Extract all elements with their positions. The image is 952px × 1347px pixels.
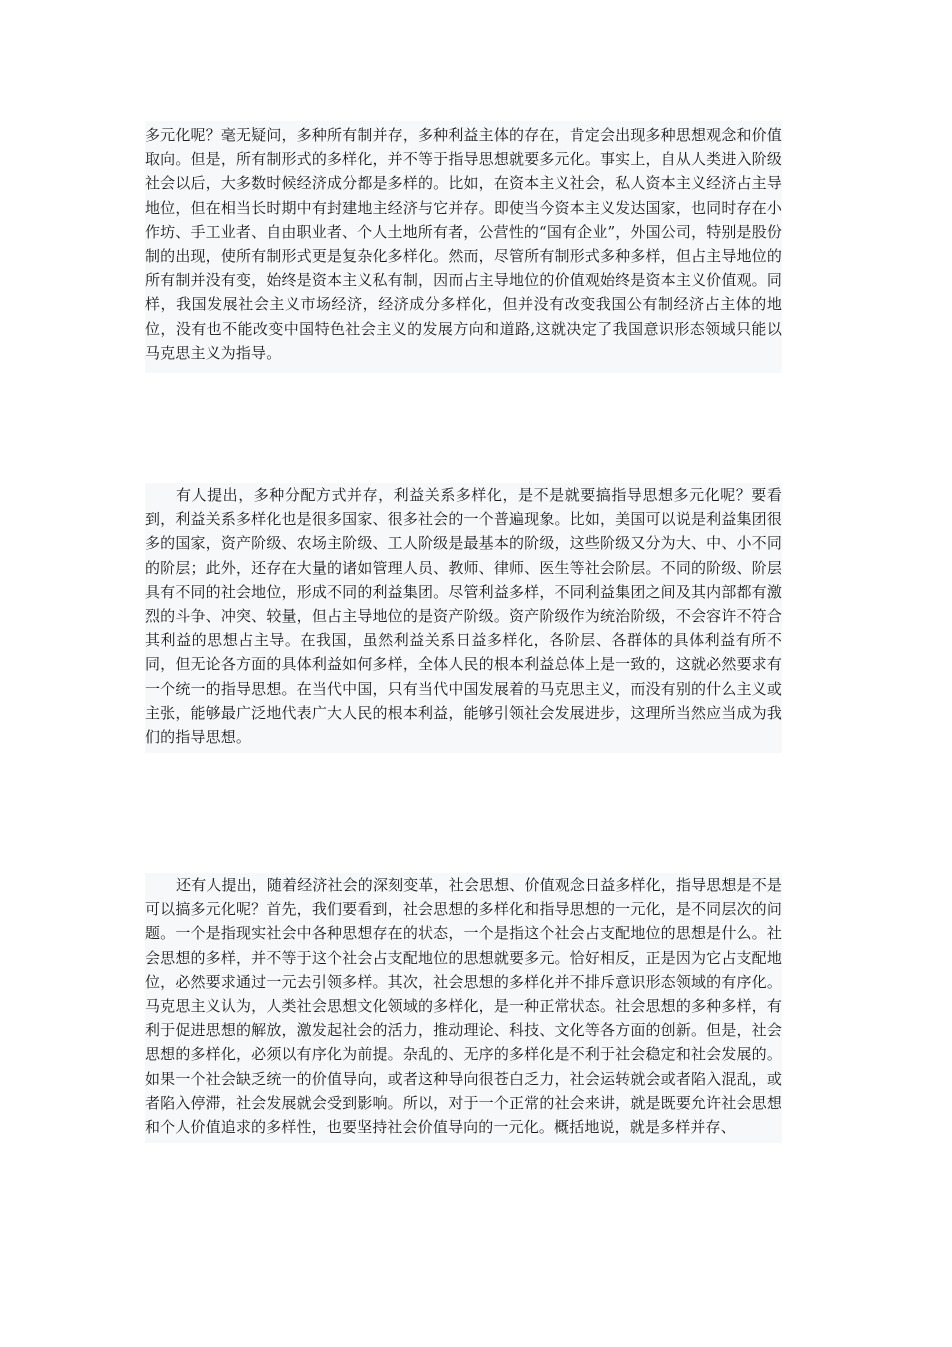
- paragraph-interest-diversity: 有人提出，多种分配方式并存，利益关系多样化，是不是就要搞指导思想多元化呢？要看到，利益关系多样化也是很多国家、很多社会的一个普遍现象。比如，美国可以说是利益集团很多的国家，资产阶级、农场主阶级、工人阶级是最基本的阶级，这些阶级又分为大、中、小不同的阶层；此外，还存在大量的诸如管理人员、教师、律师、医生等社会阶层。不同的阶级、阶层具有不同的社会地位，形成不同的利益集团。尽管利益多样，不同利益集团之间及其内部都有激烈的斗争、冲突、较量，但占主导地位的是资产阶级。资产阶级作为统治阶级，不会容许不符合其利益的思想占主导。在我国，虽然利益关系日益多样化，各阶层、各群体的具体利益有所不同，但无论各方面的具体利益如何多样，全体人民的根本利益总体上是一致的，这就必然要求有一个统一的指导思想。在当代中国，只有当代中国发展着的马克思主义，而没有别的什么主义或主张，能够最广泛地代表广大人民的根本利益，能够引领社会发展进步，这理所当然应当成为我们的指导思想。: [145, 483, 782, 753]
- paragraph-ownership-diversity: 多元化呢？毫无疑问，多种所有制并存，多种利益主体的存在，肯定会出现多种思想观念和价值取向。但是，所有制形式的多样化，并不等于指导思想就要多元化。事实上，自从人类进入阶级社会以后，大多数时候经济成分都是多样的。比如，在资本主义社会，私人资本主义经济占主导地位，但在相当长时期中有封建地主经济与它并存。即使当今资本主义发达国家，也同时存在小作坊、手工业者、自由职业者、个人土地所有者，公营性的“国有企业”，外国公司，特别是股份制的出现，使所有制形式更是复杂化多样化。然而，尽管所有制形式多种多样，但占主导地位的所有制并没有变，始终是资本主义私有制，因而占主导地位的价值观始终是资本主义价值观。同样，我国发展社会主义市场经济，经济成分多样化，但并没有改变我国公有制经济占主体的地位，没有也不能改变中国特色社会主义的发展方向和道路,这就决定了我国意识形态领域只能以马克思主义为指导。: [145, 121, 782, 373]
- paragraph-social-thought-diversity: 还有人提出，随着经济社会的深刻变革，社会思想、价值观念日益多样化，指导思想是不是可以搞多元化呢？首先，我们要看到，社会思想的多样化和指导思想的一元化，是不同层次的问题。一个是指现实社会中各种思想存在的状态，一个是指这个社会占支配地位的思想是什么。社会思想的多样，并不等于这个社会占支配地位的思想就要多元。恰好相反，正是因为它占支配地位，必然要求通过一元去引领多样。其次，社会思想的多样化并不排斥意识形态领域的有序化。马克思主义认为，人类社会思想文化领域的多样化，是一种正常状态。社会思想的多种多样，有利于促进思想的解放，激发起社会的活力，推动理论、科技、文化等各方面的创新。但是，社会思想的多样化，必须以有序化为前提。杂乱的、无序的多样化是不利于社会稳定和社会发展的。如果一个社会缺乏统一的价值导向，或者这种导向很苍白乏力，社会运转就会或者陷入混乱，或者陷入停滞，社会发展就会受到影响。所以，对于一个正常的社会来讲，就是既要允许社会思想和个人价值追求的多样性，也要坚持社会价值导向的一元化。概括地说，就是多样并存、: [145, 873, 782, 1143]
